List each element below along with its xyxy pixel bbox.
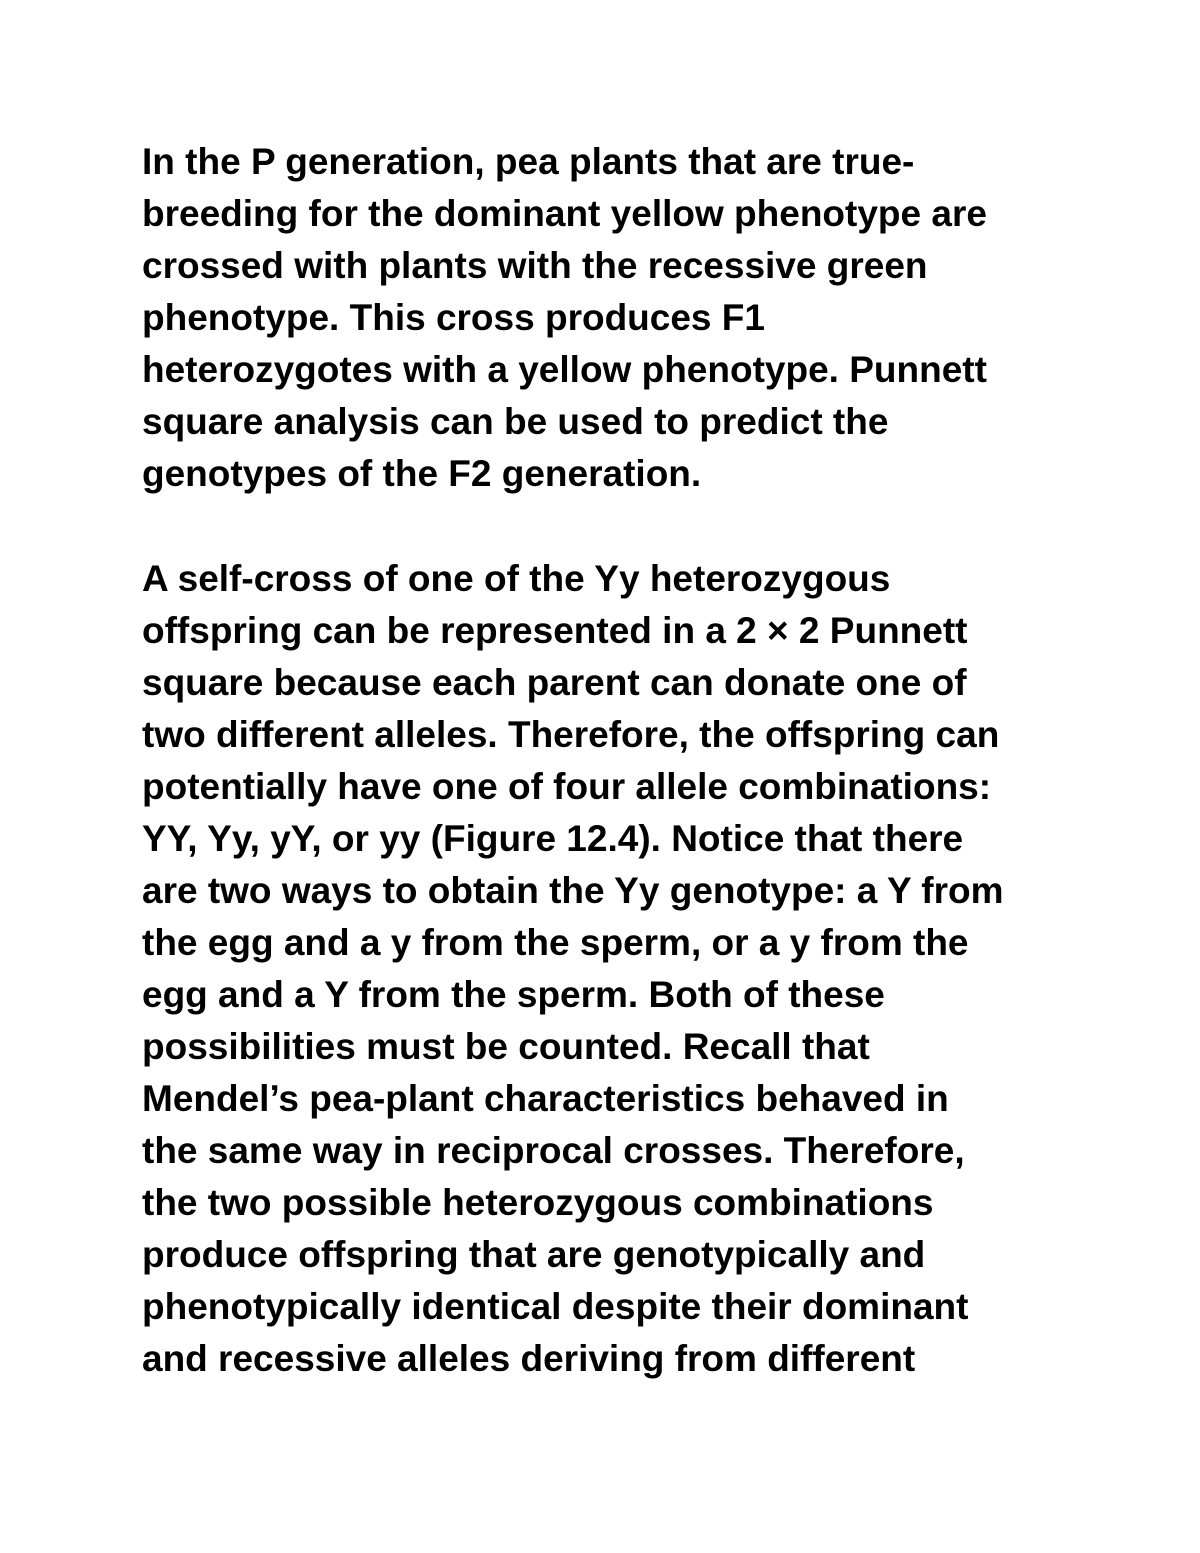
text-line: A self-cross of one of the Yy heterozygous [142, 558, 891, 599]
text-line: phenotype. This cross produces F1 [142, 297, 765, 338]
text-line: In the P generation, pea plants that are true- [142, 141, 915, 182]
text-line: genotypes of the F2 generation. [142, 453, 702, 494]
text-line: produce offspring that are genotypically and [142, 1234, 926, 1275]
text-line: and recessive alleles deriving from different [142, 1338, 916, 1379]
text-line: breeding for the dominant yellow phenotype are [142, 193, 987, 234]
text-line: offspring can be represented in a 2 × 2 Punnett [142, 610, 968, 651]
text-line: two different alleles. Therefore, the offspring can [142, 714, 1000, 755]
text-line: are two ways to obtain the Yy genotype: a Y from [142, 870, 1004, 911]
paragraph-p-generation [142, 136, 987, 500]
text-line: potentially have one of four allele combinations: [142, 766, 992, 807]
text-line: square analysis can be used to predict the [142, 401, 889, 442]
text-line: crossed with plants with the recessive green [142, 245, 928, 286]
text-line: the two possible heterozygous combinations [142, 1182, 934, 1223]
paragraph-self-cross [142, 553, 1003, 1385]
text-line: egg and a Y from the sperm. Both of these [142, 974, 885, 1015]
text-line: heterozygotes with a yellow phenotype. Punnett [142, 349, 987, 390]
text-line: the same way in reciprocal crosses. Therefore, [142, 1130, 965, 1171]
text-line: Mendel’s pea-plant characteristics behaved in [142, 1078, 949, 1119]
text-line: YY, Yy, yY, or yy (Figure 12.4). Notice that there [142, 818, 964, 859]
text-line: square because each parent can donate one of [142, 662, 967, 703]
text-line: possibilities must be counted. Recall that [142, 1026, 870, 1067]
text-line: phenotypically identical despite their dominant [142, 1286, 969, 1327]
text-line: the egg and a y from the sperm, or a y from the [142, 922, 969, 963]
